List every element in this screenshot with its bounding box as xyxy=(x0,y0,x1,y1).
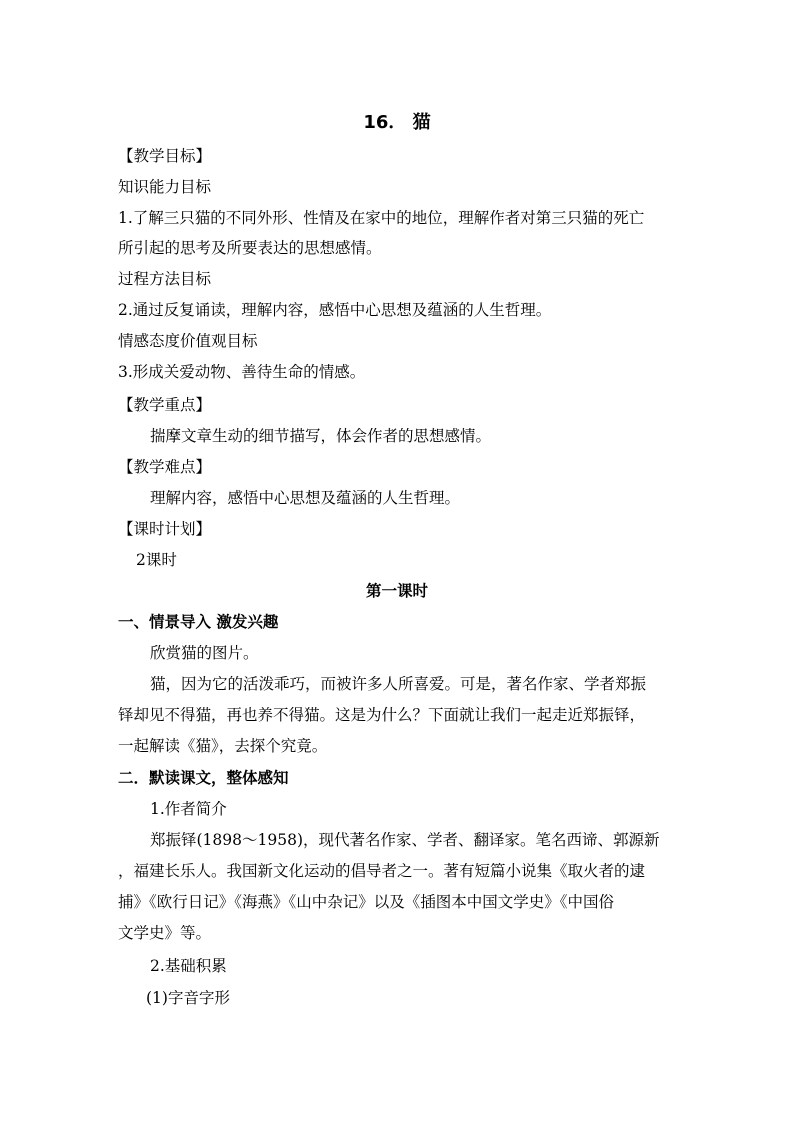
author-line-4: 文学史》等。 xyxy=(118,924,212,942)
author-line-2: ，福建长乐人。我国新文化运动的倡导者之一。著有短篇小说集《取火者的逮 xyxy=(118,862,646,880)
knowledge-line-2: 所引起的思考及所要表达的思想感情。 xyxy=(118,239,382,257)
difficulties-heading: 【教学难点】 xyxy=(118,458,212,476)
process-line: 2.通过反复诵读，理解内容，感悟中心思想及蕴涵的人生哲理。 xyxy=(118,301,552,319)
knowledge-line-1: 1.了解三只猫的不同外形、性情及在家中的地位，理解作者对第三只猫的死亡 xyxy=(118,209,645,227)
section-1-line-1: 欣赏猫的图片。 xyxy=(150,644,259,662)
section-1-line-2: 猫，因为它的活泼乖巧，而被许多人所喜爱。可是，著名作家、学者郑振 xyxy=(150,675,647,693)
difficulties-text: 理解内容，感悟中心思想及蕴涵的人生哲理。 xyxy=(150,489,461,507)
schedule-heading: 【课时计划】 xyxy=(118,520,212,538)
emotion-line: 3.形成关爱动物、善待生命的情感。 xyxy=(118,363,366,381)
author-label: 1.作者简介 xyxy=(150,800,227,818)
basics-label: 2.基础积累 xyxy=(150,957,227,975)
process-label: 过程方法目标 xyxy=(118,270,212,288)
knowledge-label: 知识能力目标 xyxy=(118,178,212,196)
section-1-line-3: 铎却见不得猫，再也养不得猫。这是为什么？下面就让我们一起走近郑振铎， xyxy=(118,706,646,724)
schedule-text: 2课时 xyxy=(136,551,177,569)
author-line-1: 郑振铎(1898～1958)，现代著名作家、学者、翻译家。笔名西谛、郭源新 xyxy=(150,831,660,849)
key-points-text: 揣摩文章生动的细节描写，体会作者的思想感情。 xyxy=(150,427,492,445)
section-2-title: 二．默读课文，整体感知 xyxy=(118,769,289,787)
page-title: 16． 猫 xyxy=(363,112,431,133)
objectives-heading: 【教学目标】 xyxy=(118,147,212,165)
lesson-heading: 第一课时 xyxy=(365,582,428,600)
section-1-line-4: 一起解读《猫》，去探个究竟。 xyxy=(118,737,328,755)
key-points-heading: 【教学重点】 xyxy=(118,396,212,414)
basics-item-1: (1)字音字形 xyxy=(146,989,230,1007)
section-1-title: 一、情景导入 激发兴趣 xyxy=(118,613,279,631)
emotion-label: 情感态度价值观目标 xyxy=(118,332,258,350)
author-line-3: 捕》《欧行日记》《海燕》《山中杂记》以及《插图本中国文学史》《中国俗 xyxy=(118,893,615,911)
